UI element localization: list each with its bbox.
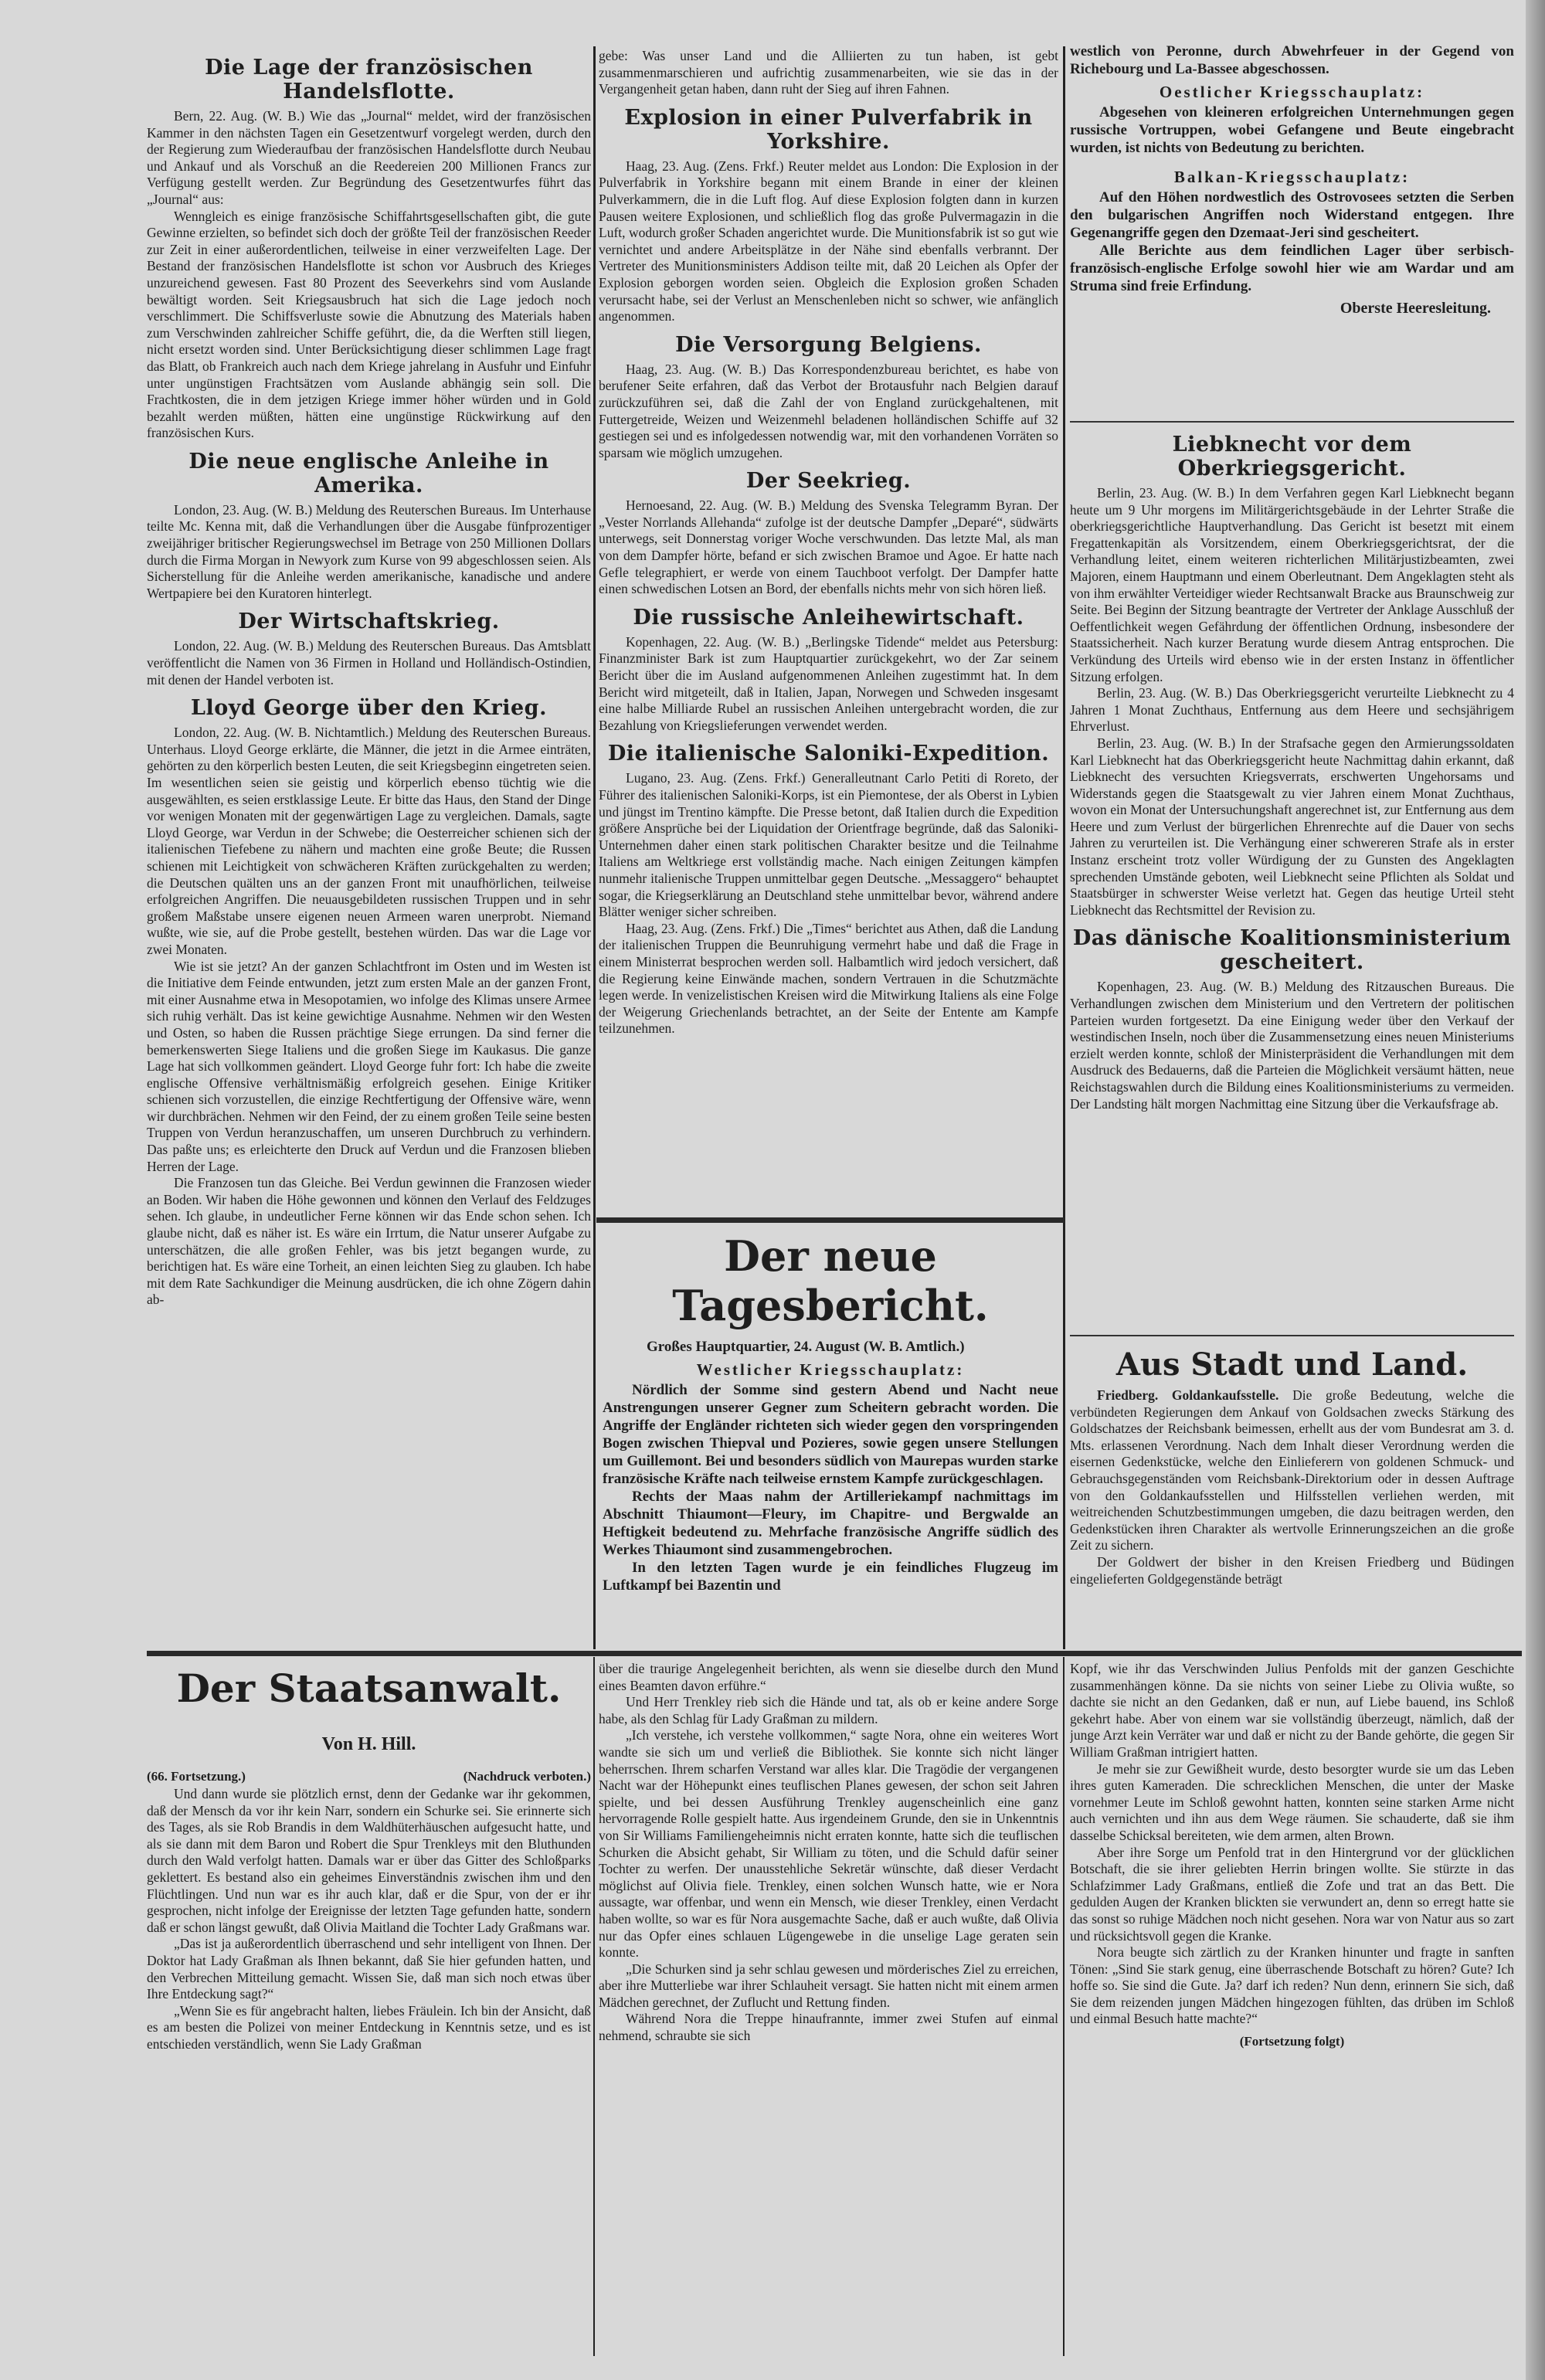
reprint-notice: (Nachdruck verboten.) <box>463 1769 591 1784</box>
page-binding-edge <box>1526 0 1545 2380</box>
article-paragraph: Haag, 23. Aug. (Zens. Frkf.) Die „Times“ berichtet aus Athen, daß die Landung der italienischen Truppen die Beunruhigung vermehrt habe und daß die Frage in einem Ministerrat besprochen werden soll. Halbamtlich wird jedoch versichert, daß die Regierung keine Einwände machen, sondern Vertrauen in die Schutzmächte legen werde. In venizelistischen Kreisen wird die Mitwirkung Italiens als eine Folge der Weigerung Griechenlands betrachtet, an der Seite der Entente am Kampfe teilzunehmen. <box>599 920 1058 1037</box>
article-paragraph: Haag, 23. Aug. (W. B.) Das Korrespondenzbureau berichtet, es habe von berufener Seite erfahren, daß das Verbot der Brotausfuhr nach Belgien darauf zurückzuführen sei, daß die Zahl der von England zurückgehaltenen, mit Futtergetreide, Weizen und Weizenmehl beladenen holländischen Schiffe auf 32 gestiegen sei und es infolgedessen notwendig war, mit den vorhandenen Vorräten so sparsam wie möglich umzugehen. <box>599 361 1058 460</box>
article-paragraph: Bern, 22. Aug. (W. B.) Wie das „Journal“ meldet, wird der französischen Kammer in den nächsten Tagen ein Gesetzentwurf vorgelegt werden, durch den der Regierung zum Wiederaufbau der französischen Handelsflotte durch Neubau und Ankauf und als Vorschuß an die Reedereien 200 Millionen Francs zur Verfügung gestellt werden. Zur Begründung des Gesetzentwurfes führt das „Journal“ aus: <box>147 108 591 207</box>
article-paragraph: Hernoesand, 22. Aug. (W. B.) Meldung des Svenska Telegramm Byran. Der „Vester Norrlands Allehanda“ zufolge ist der deutsche Dampfer „Deparé“, südwärts unterwegs, seit Donnerstag voriger Woche verschwunden. Das letzte Mal, als man von dem Dampfer hörte, befand er sich zwischen Bramoe und Agoe. Er hatte nach Gefle telegraphiert, er werde von einem Tauchboot verfolgt. Der Dampfer hatte einen schwedischen Lotsen an Bord, der ebenfalls nichts mehr von sich hören ließ. <box>599 497 1058 597</box>
column-1-top <box>147 48 591 1643</box>
article-paragraph: London, 22. Aug. (W. B.) Meldung des Reuterschen Bureaus. Das Amtsblatt veröffentlicht die Namen von 36 Firmen in Holland und Holländisch-Ostindien, mit denen der Handel verboten ist. <box>147 638 591 688</box>
article-headline: Die russische Anleihewirtschaft. <box>633 605 1024 630</box>
article-paragraph: gebe: Was unser Land und die Alliierten zu tun haben, ist gebt zusammenmarschieren und aufrichtig zusammenarbeiten, wie sie das in der Vergangenheit getan haben, dann ruht der Sieg auf ihren Fahnen. <box>599 48 1058 97</box>
article-paragraph: Lugano, 23. Aug. (Zens. Frkf.) Generalleutnant Carlo Petiti di Roreto, der Führer des italienischen Saloniki-Korps, ist ein Piemontese, der als Oberst in Lybien und jüngst im Trentino kämpfte. Die Presse betont, daß Italien durch die Expedition größere Ansprüche bei der Liquidation der Orientfrage begründe, daß das Saloniki-Unternehmen daher einen stark politischen Charakter besitze und die Teilnahme Italiens am Weltkriege erst vollständig mache. Nach einigen Zeitungen kämpfen nunmehr italienische Truppen unmittelbar gegen Deutsche. „Messaggero“ behauptet sogar, die Kriegserklärung an Deutschland stehe unmittelbar bevor, während andere Blätter weniger sicher schreiben. <box>599 770 1058 920</box>
serial-paragraph: Kopf, wie ihr das Verschwinden Julius Penfolds mit der ganzen Geschichte zusammenhängen könne. Da sie nichts von seiner Liebe zu Olivia wußte, so dachte sie nicht an den Gedanken, daß er nun, auf Liebe bauend, ins Schloß gekehrt habe. Aber von einem war sie vollständig überzeugt, nämlich, daß der junge Arzt kein Verräter war und daß er nicht zu der Bande gehörte, die gegen Sir William Graßman intrigiert hatten. <box>1070 1661 1514 1760</box>
serial-column-3 <box>1070 1661 1514 2356</box>
column-3-tagesbericht-continued <box>1070 42 1514 417</box>
article-paragraph: London, 22. Aug. (W. B. Nichtamtlich.) Meldung des Reuterschen Bureaus. Unterhaus. Lloyd George erklärte, die Männer, die jetzt in die Armee einträten, gehörten zu den körperlich besten Leuten, die seit Kriegsbeginn eingetreten seien. Im wesentlichen seien sie geistig und körperlich ebenso tüchtig wie die ausgewählten, es seien erstklassige Leute. Er bitte das Haus, den Stand der Dinge vor wenigen Monaten mit der gegenwärtigen Lage zu vergleichen. Damals, sagte Lloyd George, war Verdun in der Schwebe; die Oesterreicher schienen sich der italienischen Tiefebene zu nähern und machten eine große Beute; die Russen schienen mit Leichtigkeit von schwächeren Kräften zurückgehalten zu werden; die Deutschen quälten uns an der ganzen Front mit unaufhörlichen, teilweise erfolgreichen Angriffen. Die neuausgebildeten russischen Truppen und in sehr großem Maßstabe unsere eigenen neuen Armeen waren unerprobt. Niemand wußte, wie sie, auf die Probe gestellt, bestehen würden. Das war die Lage vor zwei Monaten. <box>147 725 591 957</box>
column-divider <box>593 1657 595 2356</box>
tagesbericht-box <box>603 1227 1058 1644</box>
report-paragraph: westlich von Peronne, durch Abwehrfeuer in der Gegend von Richebourg und La-Bassee abgeschossen. <box>1070 43 1514 77</box>
article-paragraph: Die Franzosen tun das Gleiche. Bei Verdun gewinnen die Franzosen wieder an Boden. Wir haben die Höhe gewonnen und können den Verlauf des Feldzuges sehen. Ich glaube, in undeutlicher Ferne können wir das Ende schon sehen. Ich glaube nicht, daß es näher ist. Es wäre ein Irrtum, die Natur unserer Aufgabe zu unterschätzen, die alle großen Fehler, was bis jetzt begangen wurde, zu berichtigen hat. Es wäre eine Torheit, an einen leichten Sieg zu glauben. Ich habe mit dem Rate Sachkundiger die Meinung ausdrücken, die ich ohne Zögern dahin ab- <box>147 1175 591 1308</box>
report-paragraph: Nördlich der Somme sind gestern Abend und Nacht neue Anstrengungen unserer Gegner zum Scheitern gebracht worden. Die Angriffe der Engländer richteten sich wieder gegen den vorspringenden Bogen zwischen Thiepval und Pozieres, sowie gegen unsere Stellungen um Guillemont. Bei und besonders südlich von Maurepas wurden starke französische Kräfte nach teilweise ernstem Kampfe zurückgeschlagen. <box>603 1382 1058 1487</box>
serial-paragraph: Während Nora die Treppe hinaufrannte, immer zwei Stufen auf einmal nehmend, schraubte sie sich <box>599 2011 1058 2044</box>
serial-paragraph: über die traurige Angelegenheit berichten, als wenn sie dieselbe durch den Mund eines Beamten davon erführe.“ <box>599 1661 1058 1693</box>
column-divider <box>593 46 596 1649</box>
article-headline: Die Versorgung Belgiens. <box>675 332 982 357</box>
local-news-text: Der Goldwert der bisher in den Kreisen Friedberg und Büdingen eingelieferten Goldgegenstände beträgt <box>1070 1553 1514 1587</box>
serial-installment: (66. Fortsetzung.) <box>147 1769 246 1784</box>
article-headline: Lloyd George über den Krieg. <box>191 696 547 721</box>
tagesbericht-title: Der neue Tagesbericht. <box>672 1231 989 1330</box>
report-paragraph: Alle Berichte aus dem feindlichen Lager über serbisch-französisch-englische Erfolge sowohl hier wie am Wardar und am Struma sind freie Erfindung. <box>1070 243 1514 294</box>
article-paragraph: Berlin, 23. Aug. (W. B.) Das Oberkriegsgericht verurteilte Liebknecht zu 4 Jahren 1 Monat Zuchthaus, Entfernung aus dem Heere und sechsjährigem Ehrverlust. <box>1070 685 1514 735</box>
article-paragraph: Wie ist sie jetzt? An der ganzen Schlachtfront im Osten und im Westen ist die Initiative dem Feinde entwunden, jetzt zum ersten Male an der ganzen Front, mit einer Ausnahme etwa in Mesopotamien, wo infolge des Klimas unsere Armee sich ruhig verhält. Das ist keine gewichtige Ausnahme. Nehmen wir den Westen und Osten, so haben die Russen prächtige Siege errungen. Da sind ferner die bemerkenswerten Siege Italiens und die großen Siege im Kaukasus. Die ganze Lage hat sich vollkommen geändert. Lloyd George fuhr fort: Ich habe die zweite englische Offensive verhältnismäßig erfolgreich gesehen. Einige Kritiker schienen sich vorzustellen, die einzige Rechtfertigung der Offensive wäre, wenn wir durchbrächen. Nehmen wir den Feind, der zu einem großen Teile seine besten Truppen von Verdun heranzuschaffen, um unseren Durchbruch zu verhindern. Das paßte uns; es erleichterte den Druck auf Verdun und die Franzosen blieben Herren der Lage. <box>147 958 591 1174</box>
western-front-heading: Westlicher Kriegsschauplatz: <box>696 1360 965 1379</box>
report-signature: Oberste Heeresleitung. <box>1340 300 1491 317</box>
serial-column-1 <box>147 1661 591 2356</box>
article-paragraph: Haag, 23. Aug. (Zens. Frkf.) Reuter meldet aus London: Die Explosion in der Pulverfabrik in Yorkshire begann mit einem Brande in einer der kleinen Pulverkammern, die in die Luft flog. Auf diese Explosion folgten dann in kurzen Pausen weitere Explosionen, und schließlich flog das große Pulvermagazin in die Luft, wodurch großer Schaden angerichtet wurde. Die Munitionsfabrik ist so gut wie vernichtet und andere Arbeitsplätze in der Nähe sind ebenfalls verbrannt. Der Vertreter des Munitionsministers Addison teilte mit, daß 20 Leichen als Opfer der Explosion geborgen worden seien. Obgleich die Explosion großen Schaden verursacht habe, sei der Verlust an Menschenleben nicht so schwer, wie anfänglich angenommen. <box>599 158 1058 324</box>
eastern-front-heading: Oestlicher Kriegsschauplatz: <box>1159 83 1425 101</box>
serial-paragraph: „Das ist ja außerordentlich überraschend und sehr intelligent von Ihnen. Der Doktor hat Lady Graßman als Ihnen bekannt, daß Sie hier gefunden hatten, und den Verbrechen Mitteilung gemacht. Wissen Sie, daß man sich noch etwas über Ihre Entdeckung sagt?“ <box>147 1936 591 2002</box>
article-headline: Die italienische Saloniki-Expedition. <box>607 742 1050 766</box>
tagesbericht-top-rule <box>596 1217 1065 1223</box>
serial-paragraph: „Ich verstehe, ich verstehe vollkommen,“ sagte Nora, ohne ein weiteres Wort wandte sie sich um und verließ die Bibliothek. Sie konnte sich nicht länger beherrschen. Ihrem scharfen Verstand war alles klar. Die Tragödie der vergangenen Nacht war der Höhepunkt eines teuflischen Planes gewesen, der schon seit Jahren spielte, und bei dessen Ausführung Trenkley augenscheinlich eine ganz hervorragende Rolle gespielt hatte. Aus irgendeinem Grunde, den sie in Unkenntnis von Sir Williams Familiengeheimnis nicht erraten konnte, hatte sich die teuflischen Schurken die Absicht gehabt, Sir William zu töten, und die Schuld dafür seiner Tochter zu werfen. Der unausstehliche Sekretär wünschte, daß dieser Verdacht möglichst auf Olivia fiele. Trenkley, einen solchen Wunsch hatte, wie er Nora aussagte, war offenbar, und wenn ein Mensch, wie dieser Trenkley, einen Verdacht haben wollte, so war es für Nora ausgemachte Sache, daß er auch wußte, daß Olivia nur das Opfer eines schlauen Lügengewebe in die unselige Lage geraten sein konnte. <box>599 1727 1058 1961</box>
serial-paragraph: Je mehr sie zur Gewißheit wurde, desto besorgter wurde sie um das Leben ihres guten Kameraden. Die schrecklichen Menschen, die unter der Maske vornehmer Leute im Schloß gewohnt hatten, konnten seine starken Arme nicht auch vernichten und ihn aus dem Wege räumen. Sie schauderte, daß sie ihm dasselbe Schicksal bereiteten, wie dem armen, alten Brown. <box>1070 1760 1514 1843</box>
serial-paragraph: „Die Schurken sind ja sehr schlau gewesen und mörderisches Ziel zu erreichen, aber ihre Mutterliebe war ihrer Schlauheit versagt. Sie hatten nicht mit einem armen Mädchen gerechnet, der Zuflucht und Rettung finden. <box>599 1961 1058 2010</box>
serial-paragraph: Aber ihre Sorge um Penfold trat in den Hintergrund vor der glücklichen Botschaft, die sie ihrer geliebten Herrin bringen wollte. Sie stürzte in das Schlafzimmer Lady Graßmans, entließ die Zofe und trat an das Bett. Die gedulden Augen der Kranken blickten sie verwundert an, denn so erregt hatte sie das sonst so ruhige Mädchen noch nicht gesehen. Nora war von Natur aus so zart und rücksichtsvoll gegen die Kranke. <box>1070 1844 1514 1944</box>
article-paragraph: Berlin, 23. Aug. (W. B.) In der Strafsache gegen den Armierungssoldaten Karl Liebknecht hat das Oberkriegsgericht heute Nachmittag dahin erkannt, daß Liebknecht des versuchten Kriegsverrats, erschwerten Ungehorsams und Widerstands gegen die Staatsgewalt zu vier Jahren einem Monat Zuchthaus, wovon ein Monat der Untersuchungshaft angerechnet ist, zur Entfernung aus dem Heere und zum Verlust der bürgerlichen Ehrenrechte auf die Dauer von sechs Jahren zu verurteilen ist. Die Verhängung einer schwereren Strafe als in erster Instanz erscheint trotz voller Würdigung der zu Gunsten des Angeklagten sprechenden Umstände geboten, weil Liebknecht seine Pflichten als Soldat und Staatsbürger in schwerster Weise verletzt hat. Gegen das heutige Urteil steht Liebknecht das Rechtsmittel der Revision zu. <box>1070 735 1514 918</box>
column-divider <box>1063 1657 1065 2356</box>
article-headline: Die Lage der französischen Handelsflotte. <box>205 56 533 104</box>
serial-paragraph: Und Herr Trenkley rieb sich die Hände und tat, als ob er keine andere Sorge habe, als den Schlag für Lady Graßman zu mildern. <box>599 1694 1058 1726</box>
article-headline: Der Wirtschaftskrieg. <box>238 609 500 634</box>
article-paragraph: Kopenhagen, 23. Aug. (W. B.) Meldung des Ritzauschen Bureaus. Die Verhandlungen zwischen dem Ministerium und den Vertretern der politischen Parteien wurden fortgesetzt. Da eine Einigung weder über den Verkauf der westindischen Inseln, noch über die Zusammensetzung eines neuen Ministeriums erzielt werden konnte, schloß der Ministerpräsident die Verhandlungen mit dem Ausdruck des Bedauerns, daß die Parteien die Möglichkeit versäumt hätten, neue Reichstagswahlen durch die Bildung eines Koalitionsministeriums zu vermeiden. Der Landsting hält morgen Nachmittag eine Sitzung über die Verkaufsfrage ab. <box>1070 979 1514 1112</box>
feuilleton-rule <box>147 1651 1522 1656</box>
serial-paragraph: Und dann wurde sie plötzlich ernst, denn der Gedanke war ihr gekommen, daß der Mensch da vor ihr kein Narr, sondern ein Schurke sei. Sie erinnerte sich des Tages, als sie Rob Brandis in dem Waldhüterhäuschen aufgesucht hatte, und als sie dann mit dem Baron und Robert die Spur Trenkleys mit den Bluthunden durch den Wald verfolgt hatten. Damals war er über das Gitter des Schloßparks geklettert. Es bestand also ein geheimes Einverständnis zwischen ihm und den Flüchtlingen. Und nun war es ihr auch klar, daß er die Spur, von der er ihr gesprochen, nicht infolge der Ereignisse der letzten Tage gefunden hatte, sondern daß er schon längst gewußt, daß Olivia Maitland die Tochter Lady Graßmans war. <box>147 1786 591 1935</box>
tagesbericht-dateline: Großes Hauptquartier, 24. August (W. B. Amtlich.) <box>647 1339 965 1355</box>
local-news-text: Die große Bedeutung, welche die verbündeten Regierungen dem Ankauf von Goldsachen zwecks Stärkung des Goldschatzes der Reichsbank beimessen, erhellt aus der vom Bundesrat am 3. d. Mts. erlassenen Verordnung. Nach dem Inhalt dieser Verordnung werden die eisernen Gedenkstücke, welche den Einlieferern von goldenen Schmuck- und Gebrauchsgegenständen vom Reichsbank-Direktorium oder in dessen Auftrage von den Goldankaufsstellen und Hilfsstellen verliehen werden, mit weitreichenden Schutzbestimmungen umgeben, die dazu beitragen werden, den Gedenkstücken ihren Charakter als wertvolle Erinnerungszeichen an die große Zeit zu sichern. <box>1070 1387 1514 1553</box>
article-paragraph: London, 23. Aug. (W. B.) Meldung des Reuterschen Bureaus. Im Unterhause teilte Mc. Kenna mit, daß die Verhandlungen über die Ausgabe fünfprozentiger zweijähriger britischer Regierungswechsel im Betrage von 250 Millionen Dollars durch die Firma Morgan in Newyork zum Kurse von 99 abgeschlossen seien. Als Sicherstellung für die Anleihe werden amerikanische, kanadische und andere Wertpapiere bei den Kuratoren hinterlegt. <box>147 501 591 601</box>
article-paragraph: Wenngleich es einige französische Schiffahrtsgesellschaften gibt, die gute Gewinne erzielten, so befindet sich doch der größte Teil der französischen Reeder zur Zeit in einer außerordentlichen, teilweise in einer verzweifelten Lage. Der Bestand der französischen Handelsflotte ist schon vor Ausbruch des Krieges unzureichend gewesen. Fast 80 Prozent des Seeverkehrs sind vom Auslande bewältigt worden. Seit Kriegsausbruch hat sich die Lage jedoch noch verschlimmert. Die Schiffsverluste sowie die Abnutzung des Materials haben zum Verschwinden zahlreicher Schiffe geführt, die, da die Werften still liegen, nicht ersetzt worden sind. Unter Berücksichtigung dieser schlimmen Lage fragt das Blatt, ob Frankreich auch nach dem Kriege jahrelang in Ausfuhr und Einfuhr unter ungünstigen Frachtsätzen vom Auslande abhängig sein soll. Die Frachtkosten, die in dem jetzigen Kriege immer höher würden und in Gold bezahlt werden müßten, hätten eine ungünstige Rückwirkung auf den französischen Kurs. <box>147 208 591 441</box>
article-paragraph: Kopenhagen, 22. Aug. (W. B.) „Berlingske Tidende“ meldet aus Petersburg: Finanzminister Bark ist zum Hauptquartier zurückgekehrt, wo der Zar seinem Bericht über die im Ausland aufgenommenen Anleihen zugestimmt hat. In dem Bericht wird mitgeteilt, daß in Italien, Japan, Norwegen und Schweden insgesamt eine halbe Milliarde Rubel an russischen Anleihen untergebracht worden, die zur Bezahlung von Kriegslieferungen verwendet werden. <box>599 633 1058 733</box>
article-headline: Die neue englische Anleihe in Amerika. <box>188 449 549 497</box>
report-paragraph: In den letzten Tagen wurde je ein feindliches Flugzeug im Luftkampf bei Bazentin und <box>603 1560 1058 1594</box>
serial-author: Von H. Hill. <box>321 1734 416 1754</box>
serial-title: Der Staatsanwalt. <box>176 1665 562 1711</box>
section-rule <box>1070 421 1514 423</box>
column-divider <box>1063 46 1065 1649</box>
serial-continued-note: (Fortsetzung folgt) <box>1239 2034 1345 2049</box>
report-paragraph: Abgesehen von kleineren erfolgreichen Unternehmungen gegen russische Vortruppen, wobei Gefangene und Beute eingebracht wurden, ist nichts von Bedeutung zu berichten. <box>1070 104 1514 156</box>
balkan-front-heading: Balkan-Kriegsschauplatz: <box>1173 168 1411 186</box>
serial-paragraph: „Wenn Sie es für angebracht halten, liebes Fräulein. Ich bin der Ansicht, daß es am besten die Polizei von meiner Entdeckung in Kenntnis setze, und es ist entschieden verständlich, wenn Sie Lady Graßman <box>147 2002 591 2052</box>
section-rule <box>1070 1335 1514 1336</box>
column-2-top <box>599 48 1058 1214</box>
report-paragraph: Auf den Höhen nordwestlich des Ostrovosees setzten die Serben den bulgarischen Angriffen noch Widerstand entgegen. Ihre Gegenangriffe gegen den Dzemaat-Jeri sind gescheitert. <box>1070 189 1514 241</box>
article-paragraph: Berlin, 23. Aug. (W. B.) In dem Verfahren gegen Karl Liebknecht begann heute um 9 Uhr morgens im Militärgerichtsgebäude in der Lehrter Straße die oberkriegsgerichtliche Hauptverhandlung. Das Gericht ist besetzt mit einem Fregattenkapitän als Vorsitzendem, einem Oberkriegsgerichtsrat, der die Verhandlung leitet, einem weiteren richterlichen Militärjustizbeamten, zwei Majoren, einem Hauptmann und einem Oberleutnant. Dem Angeklagten steht als von ihm erwählter Verteidiger wieder Rechtsanwalt Bracke aus Braunschweig zur Seite. Bei Beginn der Sitzung beantragte der Vertreter der Anklage Ausschluß der Oeffentlichkeit wegen Gefährdung der öffentlichen Ordnung, insbesondere der Staatssicherheit. Nach kurzer Beratung wurde diesem Antrag entsprochen. Die Verkündung des Urteils wird ebenso wie in der ersten Instanz in öffentlicher Sitzung erfolgen. <box>1070 485 1514 684</box>
article-headline: Explosion in einer Pulverfabrik in Yorkshire. <box>624 105 1033 154</box>
local-news-title: Aus Stadt und Land. <box>1115 1346 1469 1383</box>
article-headline: Der Seekrieg. <box>745 469 912 494</box>
article-headline: Das dänische Koalitionsministerium gescheitert. <box>1072 926 1512 975</box>
local-news-section <box>1070 1340 1514 1645</box>
serial-column-2 <box>599 1661 1058 2356</box>
report-paragraph: Rechts der Maas nahm der Artilleriekampf nachmittags im Abschnitt Thiaumont—Fleury, im Chapitre- und Bergwalde an Heftigkeit bedeutend zu. Mehrfache französische Angriffe südlich des Werkes Thiaumont sind zusammengebrochen. <box>603 1489 1058 1558</box>
article-headline: Liebknecht vor dem Oberkriegsgericht. <box>1172 433 1412 480</box>
column-3-top <box>1070 425 1514 1313</box>
serial-paragraph: Nora beugte sich zärtlich zu der Kranken hinunter und fragte in sanften Tönen: „Sind Sie stark genug, eine überraschende Botschaft zu hören? Gute? Ich hoffe so. Sie sind die Gute. Ja? darf ich reden? Nun denn, erinnern Sie sich, daß Sie dem reizenden jungen Mädchen hingezogen fühlten, das drüben im Schloß und einmal Besuch hatte machte?“ <box>1070 1944 1514 2027</box>
local-news-lead: Friedberg. Goldankaufsstelle. <box>1097 1387 1279 1403</box>
